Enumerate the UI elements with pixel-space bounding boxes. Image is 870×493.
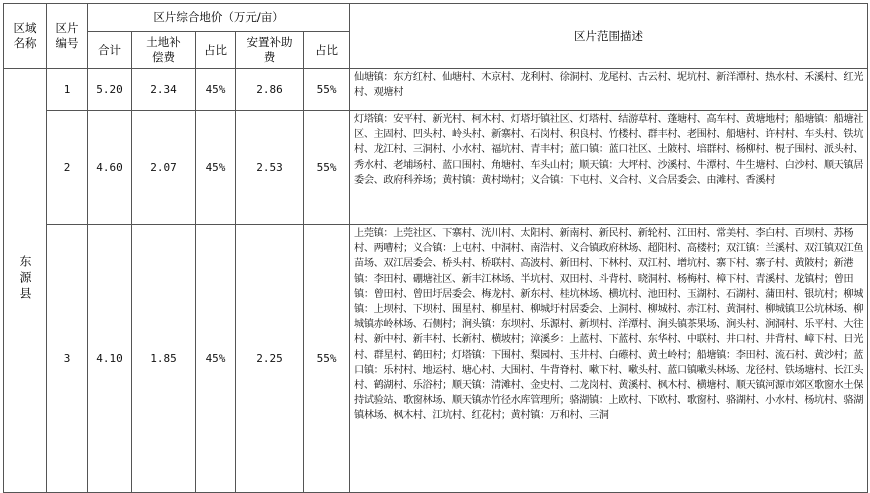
total-price: 5.20 (88, 69, 132, 111)
header-price-group: 区片综合地价（万元/亩） (88, 4, 350, 32)
header-land-comp: 土地补偿费 (132, 32, 196, 69)
land-ratio-value: 45% (196, 69, 236, 111)
land-comp-value: 2.34 (132, 69, 196, 111)
header-scope: 区片范围描述 (350, 4, 868, 69)
land-ratio-value: 45% (196, 225, 236, 493)
header-resettle-ratio: 占比 (304, 32, 350, 69)
region-name: 东源县 (18, 255, 32, 303)
scope-description: 仙塘镇：东方红村、仙塘村、木京村、龙利村、徐洞村、龙尾村、古云村、坭坑村、新洋潭村、热水村、禾溪村、红光村、观塘村 (350, 69, 868, 111)
zone-number: 2 (47, 111, 88, 225)
zone-number: 3 (47, 225, 88, 493)
resettle-ratio-value: 55% (304, 69, 350, 111)
resettle-ratio-value: 55% (304, 111, 350, 225)
region-cell (4, 69, 47, 493)
resettle-value: 2.25 (236, 225, 304, 493)
table-row (4, 111, 868, 225)
header-row-1 (4, 4, 868, 32)
table-row (4, 69, 868, 111)
resettle-value: 2.53 (236, 111, 304, 225)
resettle-ratio-value: 55% (304, 225, 350, 493)
total-price: 4.60 (88, 111, 132, 225)
land-price-table (3, 3, 868, 493)
scope-description: 灯塔镇：安平村、新光村、柯木村、灯塔圩镇社区、灯塔村、结游草村、蓬塘村、高车村、黄塘地村；船塘镇：船塘社区、主固村、凹头村、岭头村、新寨村、石岗村、积良村、竹楼村、群丰村、老围村、船塘村、许村村、车头村、铁坑村、龙江村、三洞村、小水村、福坑村、青丰村；蓝口镇：蓝口社区、土陂村、培群村、杨柳村、梘子围村、派头村、秀水村、老埔场村、蓝口围村、角塘村、车头山村；顺天镇：大坪村、沙溪村、牛潭村、牛生塘村、白沙村、顺天镇居委会、政府科养场；黄村镇：黄村坳村；义合镇：下屯村、义合村、义合居委会、由滩村、香溪村 (350, 111, 868, 225)
land-comp-value: 2.07 (132, 111, 196, 225)
header-region: 区域名称 (4, 4, 47, 69)
table-row (4, 225, 868, 493)
land-comp-value: 1.85 (132, 225, 196, 493)
header-resettle: 安置补助费 (236, 32, 304, 69)
header-land-ratio: 占比 (196, 32, 236, 69)
resettle-value: 2.86 (236, 69, 304, 111)
header-zone-no: 区片编号 (47, 4, 88, 69)
scope-description: 上莞镇：上莞社区、下寨村、洸川村、太阳村、新南村、新民村、新轮村、江田村、常美村、李白村、百坝村、苏杨村、两嘈村；义合镇：上屯村、中洞村、南浩村、义合镇政府林场、超阳村、高楼村；双江镇：兰溪村、双江镇双江鱼苗场、双江居委会、桥头村、桥联村、高波村、新田村、下林村、双江村、增坑村、寨下村、寨子村、黄陂村；新港镇：李田村、硼塘社区、新丰江林场、半坑村、双田村、斗背村、晓洞村、杨梅村、樟下村、青溪村、龙镇村；曾田镇：曾田村、曾田圩居委会、梅龙村、新东村、桂坑林场、横坑村、池田村、玉湖村、石湖村、蒲田村、银坑村；柳城镇：上坝村、下坝村、围星村、柳星村、柳城圩村居委会、上洞村、柳城村、赤江村、黄洞村、柳城镇卫公坑林场、柳城镇赤岭林场、石侧村；涧头镇：东坝村、乐源村、新坝村、洋潭村、涧头镇茶果场、涧头村、涧洞村、乐平村、大往村、新中村、新丰村、长新村、横坡村；漳溪乡：上蓝村、下蓝村、东华村、中联村、井口村、井背村、嶂下村、日光村、群星村、鹤田村；灯塔镇：下围村、梨园村、玉井村、白礤村、黄土岭村；船塘镇：李田村、流石村、黄沙村；蓝口镇：乐村村、地运村、塘心村、大围村、牛背脊村、嗽下村、嗽头村、蓝口镇嗽头林场、龙径村、铁场塘村、长江头村、鹤湖村、乐浴村；顺天镇：清滩村、金史村、二龙岗村、黄溪村、枫木村、横塘村、顺天镇河源市郊区歌窗水土保持试验站、歌窗林场、顺天镇赤竹径水库管理所；骆湖镇：上欧村、下欧村、歌窗村、骆湖村、小水村、杨坑村、骆湖镇林场、枫木村、江坑村、红花村；黄村镇：万和村、三洞 (350, 225, 868, 493)
total-price: 4.10 (88, 225, 132, 493)
header-total: 合计 (88, 32, 132, 69)
land-ratio-value: 45% (196, 111, 236, 225)
zone-number: 1 (47, 69, 88, 111)
